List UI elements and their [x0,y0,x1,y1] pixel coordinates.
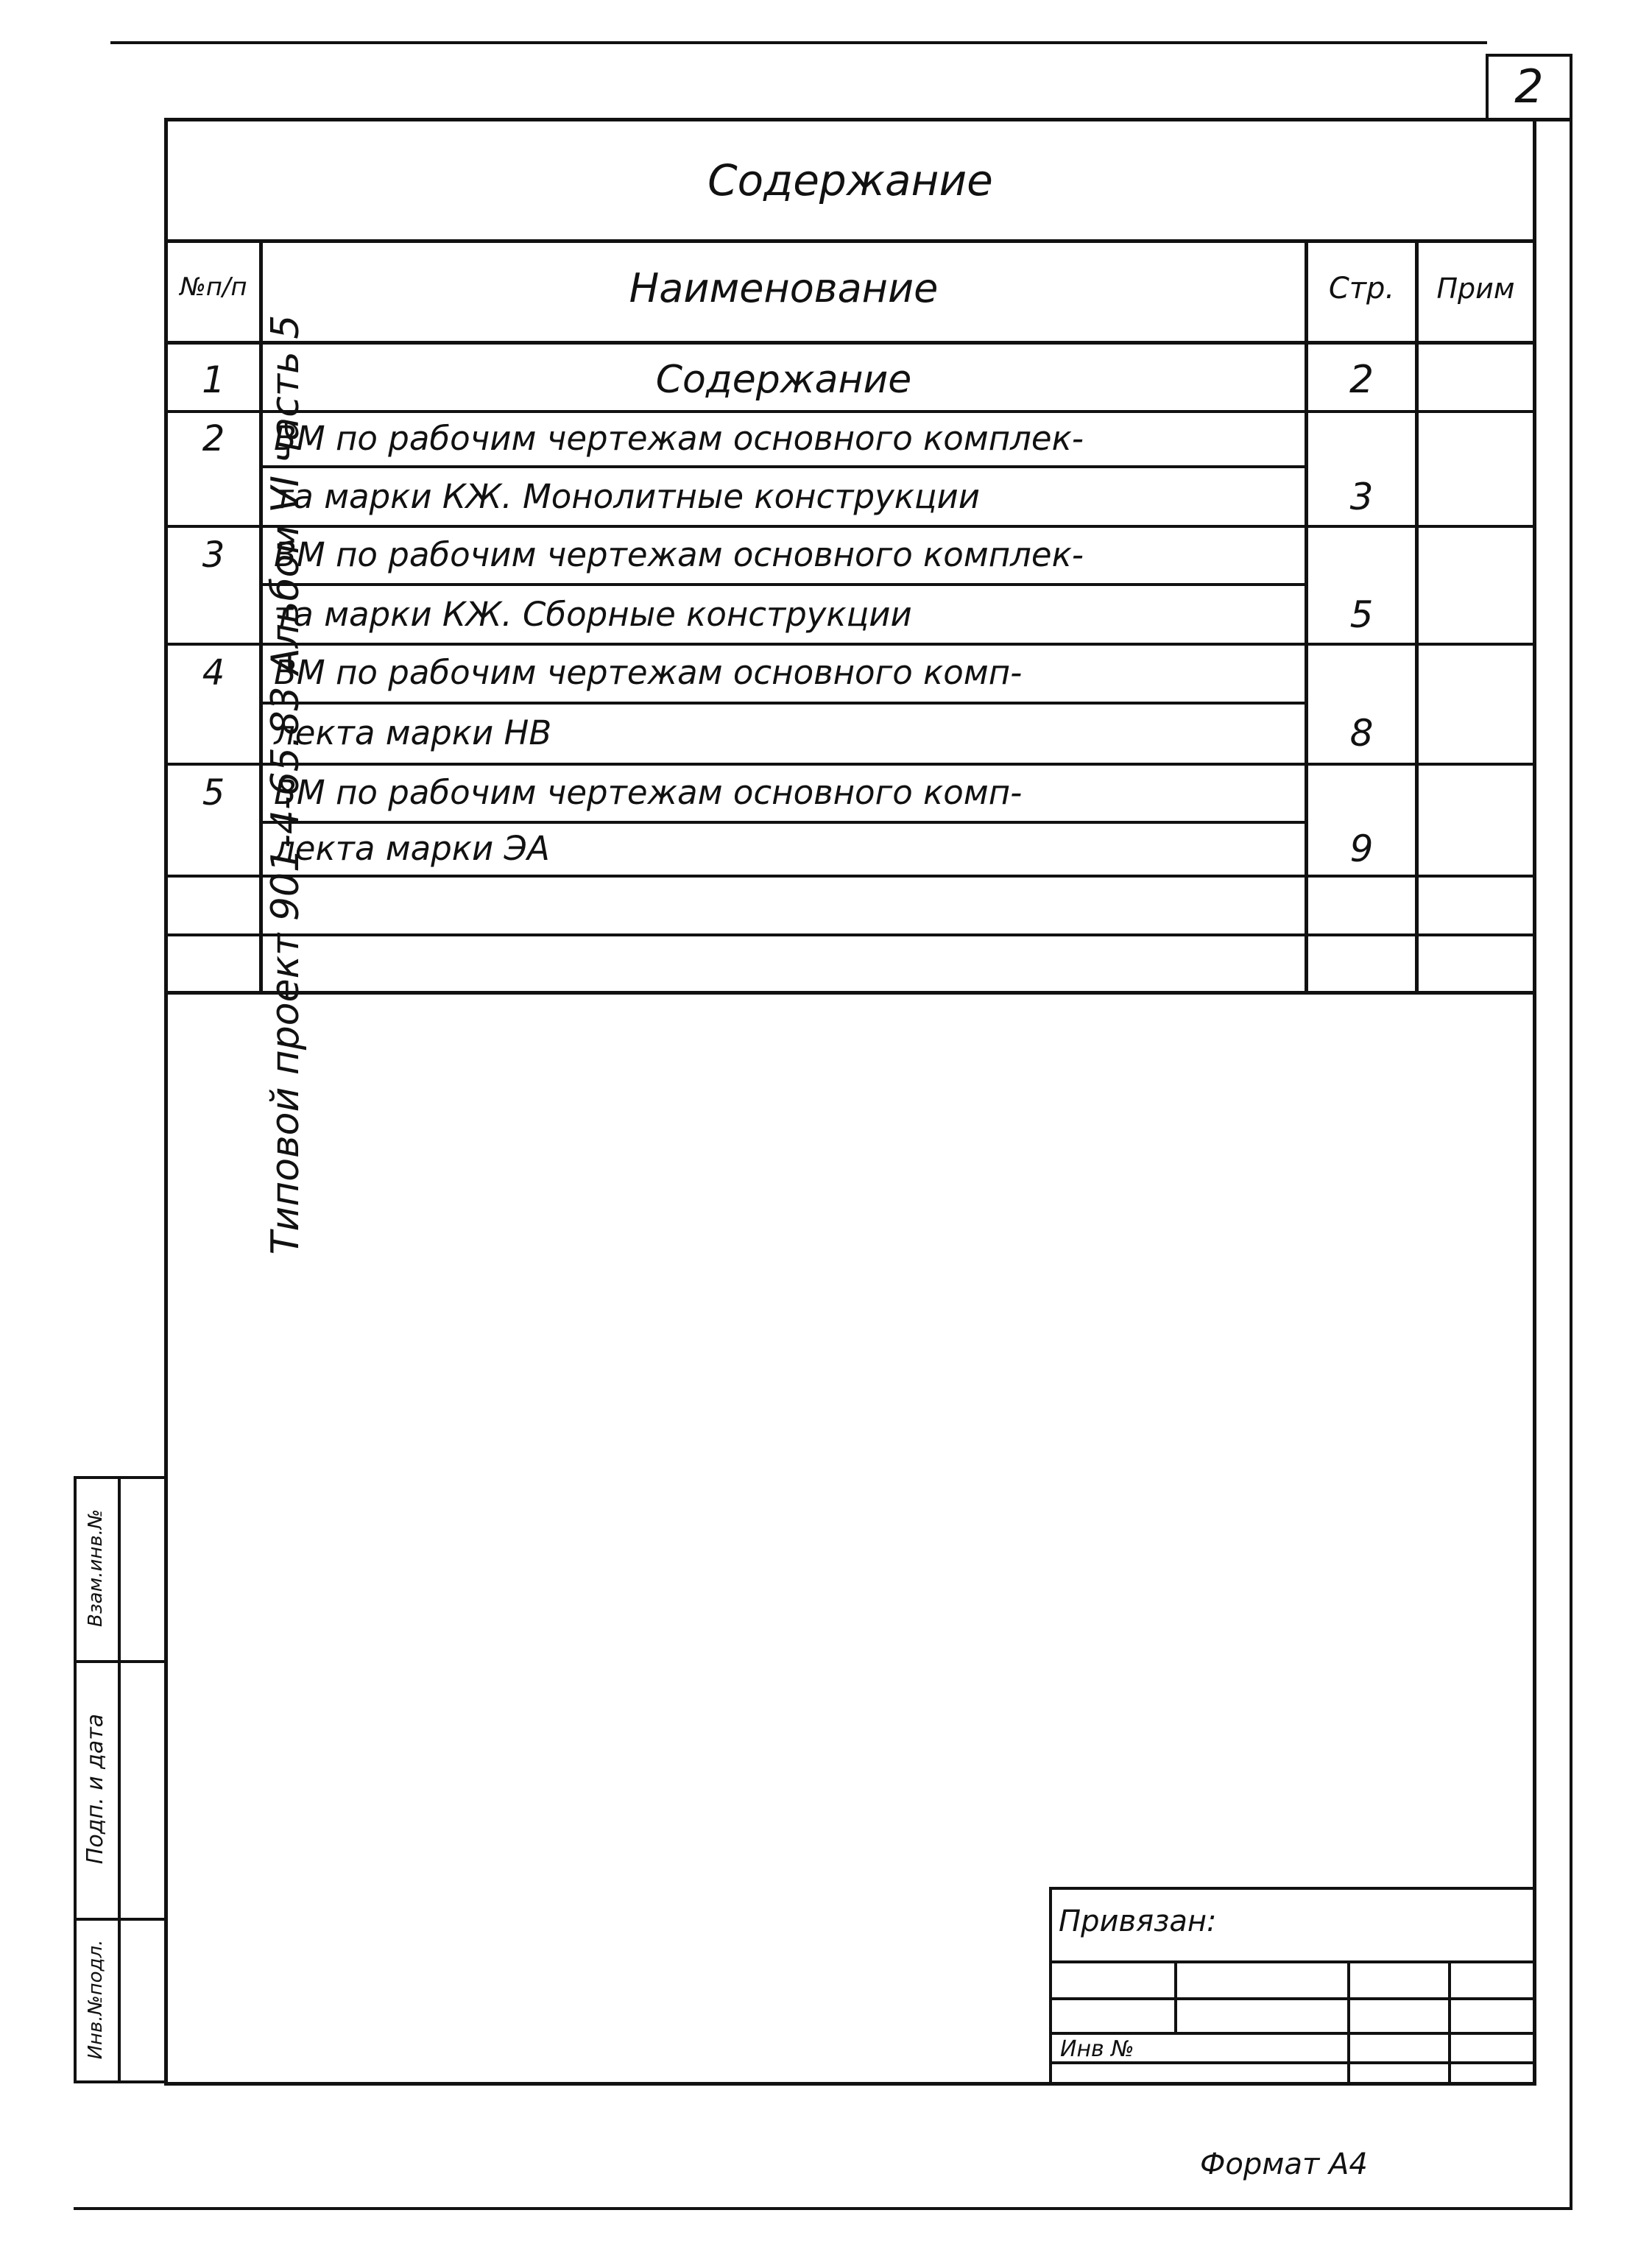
binding-col-line [1448,1960,1451,2083]
row-num: 4 [202,652,225,693]
stamp-inv-label: Инв.№подл. [85,1939,107,2060]
row-name: лекта марки ЭА [274,829,550,868]
stamp-bottom-line [74,2080,166,2083]
header-num: №п/п [180,272,247,302]
table-row-line [259,465,1308,468]
table-row-line [166,643,1536,646]
header-note: Прим [1436,272,1515,305]
binding-row-line [1049,1997,1536,2000]
title-underline [166,239,1536,243]
header-page: Стр. [1328,272,1395,306]
frame-inner-top-line [166,118,1572,121]
table-bottom-line [166,991,1536,995]
binding-top-line [1049,1887,1536,1890]
stamp-inner-line [118,1476,121,2083]
frame-bottom-line [164,2082,1536,2086]
frame-top-line [110,41,1487,44]
header-name: Наименование [629,265,939,311]
table-row-line [259,702,1308,705]
table-col-line-3 [1415,239,1419,994]
row-name: та марки КЖ. Сборные конструкции [274,595,912,634]
table-row-line [259,583,1308,586]
table-row-line [166,525,1536,528]
row-name: ВМ по рабочим чертежам основного комплек- [274,419,1084,458]
page-number: 2 [1514,60,1544,113]
table-row-line [166,933,1536,936]
table-row-line [166,410,1536,413]
table-row-line [166,763,1536,766]
row-name: Содержание [655,358,912,402]
stamp-vzam-label: Взам.инв.№ [85,1509,107,1627]
side-caption: Типовой проект 901-4-65.83 Альбом VI часть 5 [264,314,308,1255]
row-num: 3 [202,534,225,576]
binding-inv-label: Инв № [1060,2036,1134,2062]
page-edge-bottom [74,2207,1572,2210]
row-name: ВМ по рабочим чертежам основного комп- [274,653,1023,692]
table-header-bottom [166,341,1536,345]
binding-row-line [1049,1960,1536,1963]
stamp-podp-label: Подп. и дата [82,1713,108,1865]
format-label: Формат А4 [1200,2147,1368,2181]
binding-row-line [1049,2032,1536,2035]
row-num: 5 [202,772,225,813]
binding-col-line [1174,1960,1177,2034]
row-name: ВМ по рабочим чертежам основного комплек- [274,535,1084,574]
row-page: 2 [1349,358,1374,402]
stamp-left-line [74,1476,77,2083]
row-page: 5 [1349,593,1374,636]
row-num: 1 [202,359,225,401]
table-row-line [166,875,1536,878]
row-name: ВМ по рабочим чертежам основного комп- [274,773,1023,812]
row-name: лекта марки НВ [274,713,552,752]
row-name: та марки КЖ. Монолитные конструкции [274,477,980,516]
row-num: 2 [202,418,225,459]
binding-label: Привязан: [1059,1905,1217,1938]
binding-col-line [1347,1960,1350,2083]
row-page: 3 [1349,476,1374,518]
table-row-line [259,821,1308,824]
page-title: Содержание [707,155,993,205]
row-page: 8 [1349,712,1374,755]
row-page: 9 [1349,827,1374,870]
page-edge-right [1570,55,1572,2209]
binding-left-line [1049,1887,1052,2083]
page-number-box-top [1486,54,1572,57]
